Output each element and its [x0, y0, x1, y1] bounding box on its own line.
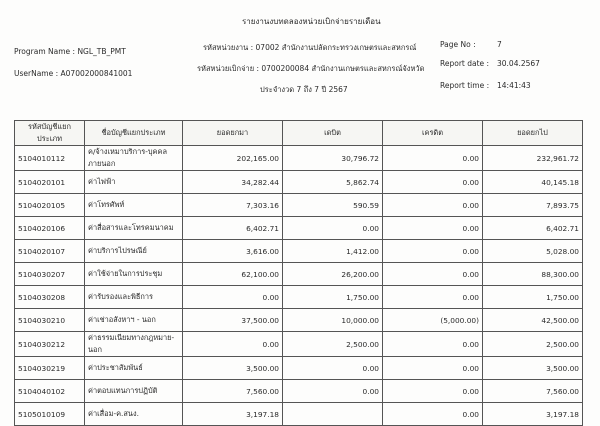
- opening-balance: 202,165.00: [183, 146, 283, 171]
- report-date-label: Report date :: [440, 59, 490, 68]
- credit: 0.00: [383, 263, 483, 286]
- credit: (5,000.00): [383, 309, 483, 332]
- opening-balance: 7,303.16: [183, 194, 283, 217]
- table-row: [15, 240, 583, 263]
- user-name: UserName : A07002000841001: [14, 69, 133, 78]
- account-code: 5104030207: [15, 263, 85, 286]
- debit: 0.00: [283, 217, 383, 240]
- opening-balance: 7,560.00: [183, 380, 283, 403]
- debit: 1,412.00: [283, 240, 383, 263]
- table-row: [15, 332, 583, 357]
- account-name: ค่าประชาสัมพันธ์: [85, 357, 183, 380]
- closing-balance: 7,560.00: [483, 380, 583, 403]
- account-name: ค่าตอบแทนการปฏิบัติ: [85, 380, 183, 403]
- account-code: 5104010112: [15, 146, 85, 171]
- opening-balance: 6,402.71: [183, 217, 283, 240]
- table-row: [15, 357, 583, 380]
- account-name: ค่าเช่าอสังหาฯ - นอก: [85, 309, 183, 332]
- account-code: 5104020101: [15, 171, 85, 194]
- account-code: 5104020106: [15, 217, 85, 240]
- opening-balance: 3,500.00: [183, 357, 283, 380]
- credit: 0.00: [383, 357, 483, 380]
- credit: 0.00: [383, 171, 483, 194]
- header-opening-balance: ยอดยกมา: [183, 121, 283, 146]
- page-no-label: Page No :: [440, 40, 476, 49]
- closing-balance: 7,893.75: [483, 194, 583, 217]
- account-name: ค่าธรรมเนียมทางกฎหมาย-นอก: [85, 332, 183, 357]
- account-name: ค่าสื่อสารและโทรคมนาคม: [85, 217, 183, 240]
- account-name: ค่าใช้จ่ายในการประชุม: [85, 263, 183, 286]
- closing-balance: 42,500.00: [483, 309, 583, 332]
- table-row: [15, 263, 583, 286]
- table-row: [15, 194, 583, 217]
- account-code: 5105010109: [15, 403, 85, 426]
- header-closing-balance: ยอดยกไป: [483, 121, 583, 146]
- opening-balance: 0.00: [183, 286, 283, 309]
- debit: 5,862.74: [283, 171, 383, 194]
- disbursing-unit-line: รหัสหน่วยเบิกจ่าย : 0700200084 สำนักงานเกษตรและสหกรณ์จังหวัด: [197, 64, 425, 73]
- page-no-value: 7: [497, 40, 502, 49]
- header-account-name: ชื่อบัญชีแยกประเภท: [85, 121, 183, 146]
- account-name: ค่ารับรองและพิธีการ: [85, 286, 183, 309]
- table-row: [15, 380, 583, 403]
- opening-balance: 37,500.00: [183, 309, 283, 332]
- closing-balance: 88,300.00: [483, 263, 583, 286]
- account-code: 5104040102: [15, 380, 85, 403]
- account-name: ค่าไฟฟ้า: [85, 171, 183, 194]
- report-title: รายงานงบทดลองหน่วยเบิกจ่ายรายเดือน: [242, 17, 381, 26]
- table-row: [15, 146, 583, 171]
- report-date-value: 30.04.2567: [497, 59, 540, 68]
- closing-balance: 2,500.00: [483, 332, 583, 357]
- report-time-value: 14:41:43: [497, 81, 531, 90]
- debit: 590.59: [283, 194, 383, 217]
- credit: 0.00: [383, 240, 483, 263]
- closing-balance: 6,402.71: [483, 217, 583, 240]
- period-line: ประจำงวด 7 ถึง 7 ปี 2567: [260, 85, 348, 94]
- header-account-code: รหัสบัญชีแยกประเภท: [15, 121, 85, 146]
- debit: 1,750.00: [283, 286, 383, 309]
- table-row: [15, 217, 583, 240]
- account-name: ค่าโทรศัพท์: [85, 194, 183, 217]
- credit: 0.00: [383, 380, 483, 403]
- credit: 0.00: [383, 332, 483, 357]
- debit: 0.00: [283, 380, 383, 403]
- account-name: ค/จ้างเหมาบริการ-บุคคลภายนอก: [85, 146, 183, 171]
- closing-balance: 5,028.00: [483, 240, 583, 263]
- account-code: 5104030210: [15, 309, 85, 332]
- closing-balance: 3,197.18: [483, 403, 583, 426]
- table-header-row: [15, 121, 583, 146]
- closing-balance: 3,500.00: [483, 357, 583, 380]
- closing-balance: 232,961.72: [483, 146, 583, 171]
- table-row: [15, 286, 583, 309]
- credit: 0.00: [383, 146, 483, 171]
- program-name: Program Name : NGL_TB_PMT: [14, 47, 126, 56]
- debit: 2,500.00: [283, 332, 383, 357]
- closing-balance: 1,750.00: [483, 286, 583, 309]
- debit: 30,796.72: [283, 146, 383, 171]
- account-name: ค่าเสื่อม-ค.สนง.: [85, 403, 183, 426]
- debit: 26,200.00: [283, 263, 383, 286]
- credit: 0.00: [383, 194, 483, 217]
- table-row: [15, 309, 583, 332]
- account-code: 5104020107: [15, 240, 85, 263]
- account-code: 5104030208: [15, 286, 85, 309]
- agency-line: รหัสหน่วยงาน : 07002 สำนักงานปลัดกระทรวงเกษตรและสหกรณ์: [203, 43, 417, 52]
- opening-balance: 3,616.00: [183, 240, 283, 263]
- credit: 0.00: [383, 403, 483, 426]
- debit: 0.00: [283, 357, 383, 380]
- debit: 10,000.00: [283, 309, 383, 332]
- table-row: [15, 171, 583, 194]
- report-time-label: Report time :: [440, 81, 490, 90]
- credit: 0.00: [383, 286, 483, 309]
- account-code: 5104030219: [15, 357, 85, 380]
- opening-balance: 62,100.00: [183, 263, 283, 286]
- table-row: [15, 403, 583, 426]
- debit: [283, 403, 383, 426]
- trial-balance-table: [14, 120, 583, 426]
- header-debit: เดบิต: [283, 121, 383, 146]
- account-code: 5104030212: [15, 332, 85, 357]
- account-code: 5104020105: [15, 194, 85, 217]
- account-name: ค่าบริการไปรษณีย์: [85, 240, 183, 263]
- opening-balance: 3,197.18: [183, 403, 283, 426]
- credit: 0.00: [383, 217, 483, 240]
- header-credit: เครดิต: [383, 121, 483, 146]
- opening-balance: 34,282.44: [183, 171, 283, 194]
- opening-balance: 0.00: [183, 332, 283, 357]
- closing-balance: 40,145.18: [483, 171, 583, 194]
